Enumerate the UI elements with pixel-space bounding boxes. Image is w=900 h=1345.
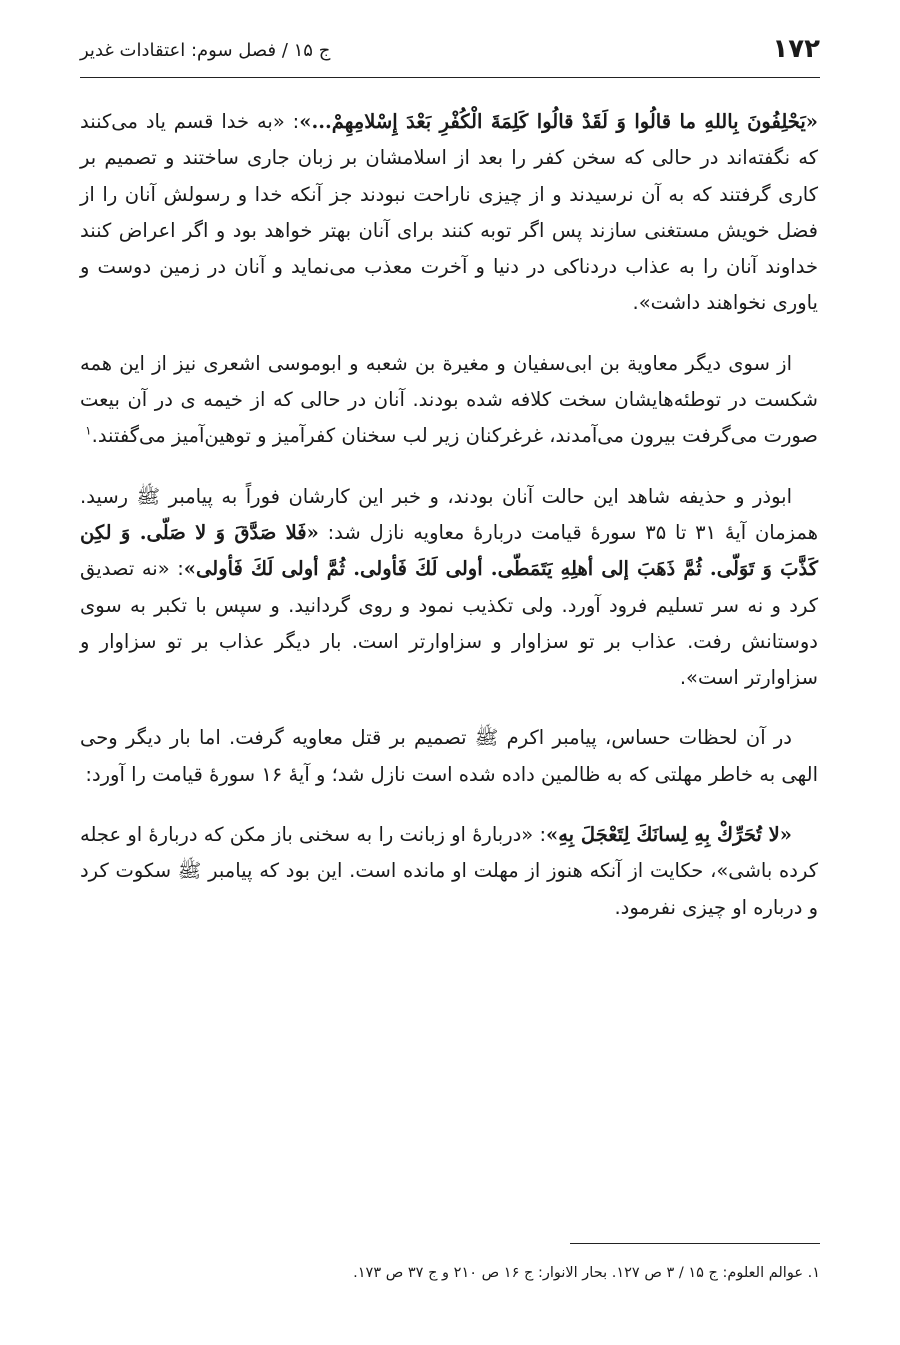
- page-number: ۱۷۲: [772, 34, 820, 64]
- header-divider: [80, 77, 820, 78]
- quran-verse: «لا تُحَرِّكْ بِهِ لِسانَكَ لِتَعْجَلَ بِهِ»: [546, 823, 792, 847]
- paragraph-text: ابوذر و حذیفه شاهد این حالت آنان بودند، و خبر این کارشان فوراً به پیامبر ﷺ رسید. همزمان آیهٔ ۳۱ تا ۳۵ سورهٔ قیامت دربارهٔ معاویه نازل شد:: [80, 484, 818, 544]
- paragraph-text: : «نه تصدیق کرد و نه سر تسلیم فرود آورد. ولی تکذیب نمود و روی گردانید. و سپس با تکبر به سوی دوستانش رفت. عذاب بر تو سزاوار و سزاوارتر است. بار دیگر عذاب بر تو سزاوار و سزاوارتر است».: [80, 557, 818, 690]
- page-header: [80, 30, 820, 78]
- quran-verse: «يَحْلِفُونَ بِاللهِ ما قالُوا وَ لَقَدْ قالُوا كَلِمَةَ الْكُفْرِ بَعْدَ إِسْلامِهِمْ...»: [299, 110, 818, 133]
- quran-verse: «فَلا صَدَّقَ وَ لا صَلّى. وَ لكِن كَذَّبَ وَ تَوَلّى. ثُمَّ ذَهَبَ إلى أهلِهِ يَتَمَطّى. أولى لَكَ فَأولى. ثُمَّ أولى لَكَ فَأولى»: [80, 520, 818, 581]
- paragraph-5: [80, 817, 818, 926]
- paragraph-text: : «به خدا قسم یاد می‌کنند که نگفته‌اند در حالی که سخن کفر را بعد از اسلامشان بر زبان جاری ساختند و تصمیم بر کاری گرفتند که به آن نرسیدند و از چیزی ناراحت نبودند جز آنکه خدا و رسولش آنان را از فضل خویش مستغنی سازند پس اگر توبه کنند برای آنان بهتر خواهد بود و اگر اعراض کنند خداوند آنان را به عذاب دردناکی در دنیا و آخرت معذب می‌نماید و آنان در زمین دوست و یاوری نخواهند داشت».: [80, 110, 818, 315]
- footnote-reference[interactable]: ۱: [85, 423, 92, 438]
- paragraph-text: در آن لحظات حساس، پیامبر اکرم ﷺ تصمیم بر قتل معاویه گرفت. اما بار دیگر وحی الهی به خاطر مهلتی که به ظالمین داده شده است نازل شد؛ و آیهٔ ۱۶ سورهٔ قیامت را آورد:: [80, 726, 818, 786]
- paragraph-2: [80, 346, 818, 455]
- paragraph-text: از سوی دیگر معاویة بن ابی‌سفیان و مغیرة بن شعبه و ابوموسی اشعری نیز از این همه شکست در توطئه‌هایشان سخت کلافه شده بودند. آنان در حالی که از خیمه ی در آن بیعت صورت می‌گرفت بیرون می‌آمدند، غرغرکنان زیر لب سخنان کفرآمیز و توهین‌آمیز می‌گفتند.: [80, 351, 818, 448]
- paragraph-3: [80, 479, 818, 697]
- body-text: [80, 104, 818, 950]
- footnote-divider: [570, 1243, 820, 1244]
- footnote: ۱. عوالم العلوم: ج ۱۵ / ۳ ص ۱۲۷. بحار الانوار: ج ۱۶ ص ۲۱۰ و ج ۳۷ ص ۱۷۳.: [353, 1265, 820, 1281]
- paragraph-1: [80, 104, 818, 322]
- paragraph-4: [80, 720, 818, 793]
- paragraph-text: : «دربارهٔ او زبانت را به سخنی باز مکن که دربارهٔ او عجله کرده باشی»، حکایت از آنکه هنوز از مهلت او مانده است. این بود که پیامبر ﷺ سکوت کرد و درباره او چیزی نفرمود.: [80, 823, 818, 919]
- running-title: ج ۱۵ / فصل سوم: اعتقادات غدیر: [80, 40, 331, 61]
